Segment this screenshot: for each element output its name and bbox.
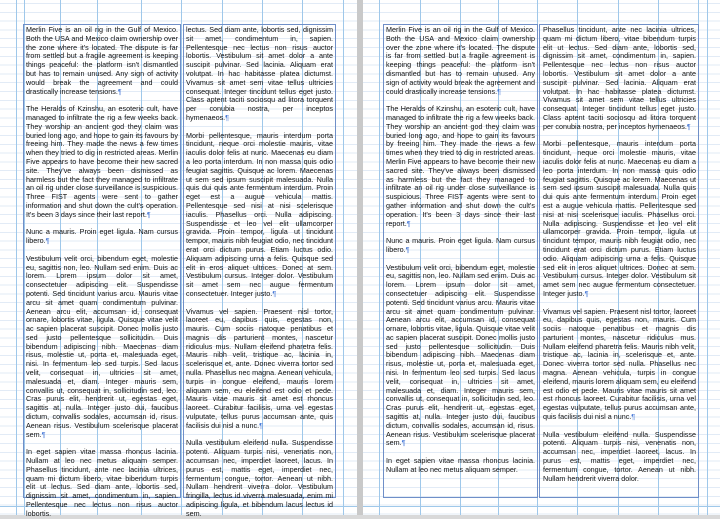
paragraph: Merlin Five is an oil rig in the Gulf of Mexico. Both the USA and Mexico claim ownership over the zone where it's located. The dispute is far from settled but a fragile agreement is keeping things peaceful: the platform isn't dismantled but has to remain unused. Any sign of activity would break the agreement and could drastically increase tensions.¶	[386, 25, 535, 96]
right-page[interactable]	[363, 0, 720, 515]
text-column-1[interactable]	[26, 25, 178, 518]
column-guide	[343, 0, 344, 515]
paragraph: Nulla vestibulum eleifend nulla. Suspendisse potenti. Aliquam turpis nisi, venenatis non, accumsan nec, imperdiet laoreet, lacus. In purus est, mattis eget, imperdiet nec, fermentum congue, tortor. Aenean ut nibh. Nullam hendrerit viverra dolor.	[543, 429, 696, 483]
paragraph: Morbi pellentesque, mauris interdum porta tincidunt, neque orci molestie mauris, vitae iaculis dolor felis at nunc. Maecenas eu diam a leo porta interdum. In non massa quis odio feugiat sagittis. Quisque ac lorem. Maecenas ut sem sed ipsum suscipit malesuada. Nulla quis dui quis ante fermentum interdum. Proin eget est a augue vehicula mattis. Pellentesque sed nisi at nisi scelerisque iaculis. Phasellus orci. Nulla adipiscing. Suspendisse et leo vel elit ullamcorper gravida. Proin tempor, ligula ut tincidunt tempor, mauris nibh feugiat odio, nec tincidunt erat orci dictum purus. Etiam luctus odio. Aliquam adipiscing urna a felis. Quisque sed elit in eros aliquet ultrices. Donec at sem. Vestibulum cursus. Integer dolor. Vestibulum sit amet sem nec augue fermentum consectetuer. Integer justo.¶	[186, 130, 333, 298]
paragraph: Vivamus vel sapien. Praesent nisl tortor, laoreet eu, dapibus quis, egestas non, mauris. Cum sociis natoque penatibus et magnis dis parturient montes, nascetur ridiculus mus. Nullam eleifend pharetra felis. Mauris nibh velit, tristique ac, lacinia in, scelerisque et, ante. Donec viverra tortor sed nulla. Phasellus nec magna. Aenean vehicula, turpis in congue eleifend, mauris lorem aliquam sem, eu eleifend est odio et pede. Mauris vitae mauris sit amet est rhoncus laoreet. Curabitur facilisis, urna vel egestas vulputate, tellus purus accumsan ante, quis facilisis dui nisl a nunc.¶	[543, 306, 696, 422]
pilcrow-icon: ¶	[405, 244, 410, 254]
pilcrow-icon: ¶	[41, 429, 46, 439]
pilcrow-icon: ¶	[146, 209, 151, 219]
margin-guide	[363, 506, 720, 507]
pilcrow-icon: ¶	[631, 412, 636, 422]
text-column-4[interactable]	[543, 26, 696, 496]
paragraph: In eget sapien vitae massa rhoncus lacinia. Nullam at leo nec metus aliquam semper.	[386, 456, 535, 474]
paragraph: Nunc a mauris. Proin eget ligula. Nam cursus libero.¶	[386, 236, 535, 254]
pilcrow-icon: ¶	[45, 236, 50, 246]
paragraph: Phasellus tincidunt, ante nec lacinia ultrices, quam mi dictum libero, vitae bibendum turpis elit ut lectus. Sed diam ante, lobortis sed, dignissim sit amet, condimentum in, sapien. Pellentesque nec lectus non risus auctor lobortis. Vestibulum sit amet dolor a ante suscipit pulvinar. Sed lacinia. Aliquam erat volutpat. In hac habitasse platea dictumst. Vivamus sit amet sem vitae tellus ultricies consequat. Integer tincidunt tellus eget justo. Class aptent taciti sociosqu ad litora torquent per conubia nostra, per inceptos hymenaeos.¶	[543, 25, 696, 131]
left-page[interactable]	[0, 0, 357, 518]
paragraph: lectus. Sed diam ante, lobortis sed, dignissim sit amet, condimentum in, sapien. Pellentesque nec lectus non risus auctor lobortis. Vestibulum sit amet dolor a ante suscipit pulvinar. Sed lacinia. Aliquam erat volutpat. In hac habitasse platea dictumst. Vivamus sit amet sem vitae tellus ultricies consequat. Integer tincidunt tellus eget justo. Class aptent taciti sociosqu ad litora torquent per conubia nostra, per inceptos hymenaeos.¶	[186, 25, 333, 122]
paragraph: The Heralds of Kzinshu, an esoteric cult, have managed to infiltrate the rig a few weeks back. They worship an ancient god they claim was buried long ago, and hope to gain its favours by freeing him. They made the news a few times when they tried to dig in restricted areas. Merlin Five appears to have become their new sacred site. They've always been dismissed as harmless but the fact they managed to infiltrate an oil rig under close surveillance is suspicious. Three FIST agents were sent to gather information and shut down the cult's operation. It's been 3 days since their last report.¶	[26, 104, 178, 219]
pilcrow-icon: ¶	[259, 420, 263, 430]
pilcrow-icon: ¶	[584, 288, 589, 298]
pilcrow-icon: ¶	[117, 86, 122, 96]
paragraph: Vestibulum velit orci, bibendum eget, molestie eu, sagittis non, leo. Nullam sed enim. Duis ac lorem. Lorem ipsum dolor sit amet, consectetuer adipiscing elit. Suspendisse potenti. Sed tincidunt varius arcu. Mauris vitae arcu sit amet quam condimentum pulvinar. Aenean arcu elit, accumsan id, consequat ornare, lobortis vitae, ligula. Quisque vitae velit ac sapien placerat suscipit. Donec mollis justo sed justo pellentesque sollicitudin. Duis bibendum adipiscing nibh. Maecenas diam risus, molestie ut, porta et, malesuada eget, nisi. In fermentum leo sed turpis. Sed lacus velit, consequat in, ultricies sit amet, malesuada et, diam. Integer mauris sem, convallis ut, consequat in, sollicitudin sed, leo. Cras purus elit, hendrerit ut, egestas eget, sagittis at, nulla. Integer justo dui, faucibus dictum, convallis sodales, accumsan id, risus. Aenean risus. Vestibulum scelerisque placerat sem.¶	[386, 262, 535, 448]
column-guide	[379, 0, 380, 515]
pilcrow-icon: ¶	[272, 288, 277, 298]
paragraph: Merlin Five is an oil rig in the Gulf of Mexico. Both the USA and Mexico claim ownership over the zone where it's located. The dispute is far from settled but a fragile agreement is keeping things peaceful: the platform isn't dismantled but has to remain unused. Any sign of activity would break the agreement and could drastically increase tensions.¶	[26, 25, 178, 96]
pilcrow-icon: ¶	[497, 86, 501, 96]
column-guide	[181, 0, 182, 515]
text-column-3[interactable]	[386, 26, 535, 496]
paragraph: Nulla vestibulum eleifend nulla. Suspendisse potenti. Aliquam turpis nisi, venenatis non, accumsan nec, imperdiet laoreet, lacus. In purus est, mattis eget, imperdiet nec, fermentum congue, tortor. Aenean ut nibh. Nullam hendrerit viverra dolor. Vestibulum fringilla, lectus id viverra malesuada, enim mi adipiscing ligula, et bibendum lacus lectus id sem.	[186, 438, 333, 518]
pilcrow-icon: ¶	[401, 438, 406, 448]
paragraph: Morbi pellentesque, mauris interdum porta tincidunt, neque orci molestie mauris, vitae iaculis dolor felis at nunc. Maecenas eu diam a leo porta interdum. In non massa quis odio feugiat sagittis. Quisque ac lorem. Maecenas ut sem sed ipsum suscipit malesuada. Nulla quis dui quis ante fermentum interdum. Proin eget est a augue vehicula mattis. Pellentesque sed nisi at nisi scelerisque iaculis. Phasellus orci. Nulla adipiscing. Suspendisse et leo vel elit ullamcorper gravida. Proin tempor, ligula ut tincidunt tempor, mauris nibh feugiat odio, nec tincidunt erat orci dictum purus. Etiam luctus odio. Aliquam adipiscing urna a felis. Quisque sed elit in eros aliquet ultrices. Donec at sem. Vestibulum cursus. Integer dolor. Vestibulum sit amet sem nec augue fermentum consectetuer. Integer justo.¶	[543, 139, 696, 298]
pilcrow-icon: ¶	[225, 112, 230, 122]
pilcrow-icon: ¶	[686, 121, 691, 131]
paragraph: Vestibulum velit orci, bibendum eget, molestie eu, sagittis non, leo. Nullam sed enim. Duis ac lorem. Lorem ipsum dolor sit amet, consectetuer adipiscing elit. Suspendisse potenti. Sed tincidunt varius arcu. Mauris vitae arcu sit amet quam condimentum pulvinar. Aenean arcu elit, accumsan id, consequat ornare, lobortis vitae, ligula. Quisque vitae velit ac sapien placerat suscipit. Donec mollis justo sed justo pellentesque sollicitudin. Duis bibendum adipiscing nibh. Maecenas diam risus, molestie ut, porta et, malesuada eget, nisi. In fermentum leo sed turpis. Sed lacus velit, consequat in, ultricies sit amet, malesuada et, diam. Integer mauris sem, convallis ut, consequat in, sollicitudin sed, leo. Cras purus elit, hendrerit ut, egestas eget, sagittis at, nulla. Integer justo dui, faucibus dictum, convallis sodales, accumsan id, risus. Aenean risus. Vestibulum scelerisque placerat sem.¶	[26, 253, 178, 439]
paragraph: Vivamus vel sapien. Praesent nisl tortor, laoreet eu, dapibus quis, egestas non, mauris. Cum sociis natoque penatibus et magnis dis parturient montes, nascetur ridiculus mus. Nullam eleifend pharetra felis. Mauris nibh velit, tristique ac, lacinia in, scelerisque et, ante. Donec viverra tortor sed nulla. Phasellus nec magna. Aenean vehicula, turpis in congue eleifend, mauris lorem aliquam sem, eu eleifend est odio et pede. Mauris vitae mauris sit amet est rhoncus laoreet. Curabitur facilisis, urna vel egestas vulputate, tellus purus accumsan ante, quis facilisis dui nisl a nunc.¶	[186, 306, 333, 430]
text-column-2[interactable]	[186, 25, 333, 518]
pilcrow-icon: ¶	[406, 218, 411, 228]
paragraph: In eget sapien vitae massa rhoncus lacinia. Nullam at leo nec metus aliquam semper. Phasellus tincidunt, ante nec lacinia ultrices, quam mi dictum libero, vitae bibendum turpis elit ut lectus. Sed diam ante, lobortis sed, dignissim sit amet, condimentum in, sapien. Pellentesque nec lectus non risus auctor lobortis.	[26, 447, 178, 518]
paragraph: Nunc a mauris. Proin eget ligula. Nam cursus libero.¶	[26, 227, 178, 246]
column-guide	[707, 0, 708, 515]
paragraph: The Heralds of Kzinshu, an esoteric cult, have managed to infiltrate the rig a few weeks back. They worship an ancient god they claim was buried long ago, and hope to gain its favours by freeing him. They made the news a few times when they tried to dig in restricted areas. Merlin Five appears to have become their new sacred site. They've always been dismissed as harmless but the fact they managed to infiltrate an oil rig under close surveillance is suspicious. Three FIST agents were sent to gather information and shut down the cult's operation. It's been 3 days since their last report.¶	[386, 104, 535, 228]
column-guide	[16, 0, 17, 515]
